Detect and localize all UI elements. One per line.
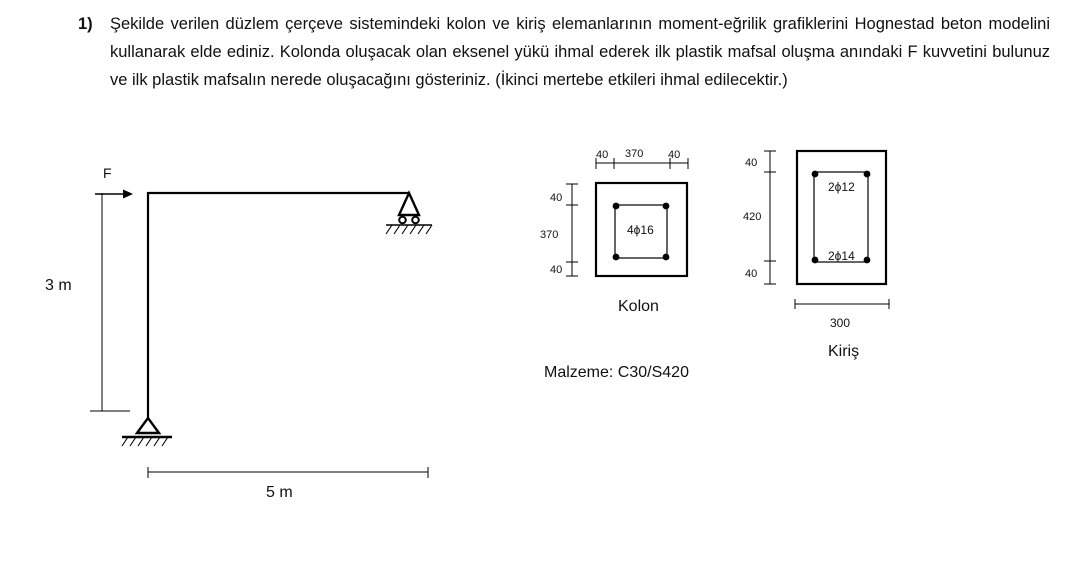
column-left-dim-bottom: 40 xyxy=(550,264,563,276)
beam-left-dim-top: 40 xyxy=(745,157,758,169)
beam-width-dim: 300 xyxy=(830,316,851,330)
column-section xyxy=(540,148,688,276)
column-left-dim-top: 40 xyxy=(550,192,563,204)
material-label: Malzeme: C30/S420 xyxy=(544,364,689,381)
column-top-dim-left: 40 xyxy=(596,149,609,161)
column-top-dim-right: 40 xyxy=(668,149,681,161)
pin-support xyxy=(122,418,172,446)
beam-left-dim-bottom: 40 xyxy=(745,268,758,280)
column-rebar-label: 4ϕ16 xyxy=(627,223,654,237)
question-number: 1) xyxy=(78,15,93,33)
height-dimension xyxy=(90,193,130,411)
force-arrow xyxy=(95,190,133,199)
beam-section xyxy=(743,151,889,330)
column-top-dim-mid: 370 xyxy=(625,148,644,160)
column-title: Kolon xyxy=(618,298,659,315)
span-dimension xyxy=(148,467,428,478)
beam-top-rebar-label: 2ϕ12 xyxy=(828,180,855,194)
force-label: F xyxy=(103,165,112,181)
frame-diagram xyxy=(148,192,409,418)
span-label: 5 m xyxy=(266,484,293,501)
roller-support xyxy=(386,193,432,234)
beam-bottom-rebar-label: 2ϕ14 xyxy=(828,249,855,263)
beam-left-dim-mid: 420 xyxy=(743,211,762,223)
question-text: Şekilde verilen düzlem çerçeve sistemindeki kolon ve kiriş elemanlarının moment-eğrilik grafiklerini Hognestad beton modelini kullanarak elde ediniz. Kolonda oluşacak olan eksenel yükü ihmal ederek ilk plastik mafsal oluşma anındaki F kuvvetini bulunuz ve ilk plastik mafsalın nerede oluşacağını gösteriniz. (İkinci mertebe etkileri ihmal edilecektir.) xyxy=(110,15,1050,89)
beam-title: Kiriş xyxy=(828,343,860,360)
height-label: 3 m xyxy=(45,277,72,294)
column-left-dim-mid: 370 xyxy=(540,229,559,241)
